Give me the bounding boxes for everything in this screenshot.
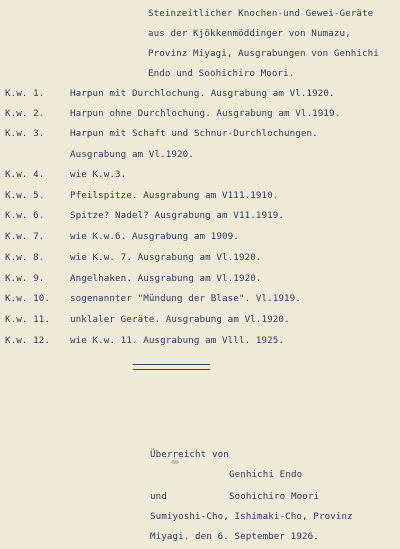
entry-text: Angelhaken. Ausgrabung am Vl.1920. [70,273,262,284]
entry-number: K.w. 8. [5,252,45,263]
und-conjunction: und [150,491,167,502]
entry-number: K.w. 12. [5,335,51,346]
entry-text: unklaler Geräte. Ausgrabung am Vl.1920. [70,314,290,325]
entry-number: K.w. 11. [5,314,51,325]
entry-text: wie K.w. 7. Ausgrabung am Vl.1920. [70,252,262,263]
entry-number: K.w. 3. [5,128,45,139]
entry-number: K.w. 1. [5,88,45,99]
entry-number: K.w. 6. [5,210,45,221]
author-name-2: Soohichiro Moori [229,491,320,502]
presented-by-line: Überreicht von [150,449,229,460]
entry-number: K.w. 9. [5,273,45,284]
entry-number: K.w. 2. [5,108,45,119]
separator-rule [133,364,210,365]
separator-rule [133,369,210,370]
header-line-4: Endo und Soohichiro Moori. [148,68,295,79]
entry-text: Harpun mit Durchlochung. Ausgrabung am Vl.1920. [70,88,335,99]
entry-number: K.w. 10. [5,293,51,304]
author-name-1: Genhichi Endo [229,469,303,480]
entry-text: wie K.w.6. Ausgrabung am 1909. [70,231,239,242]
header-line-2: aus der Kjökkenmöddinger von Numazu, [148,28,351,39]
entry-number: K.w. 7. [5,231,45,242]
header-line-3: Provinz Miyagi, Ausgrabungen von Genhichi [148,48,379,59]
entry-number: K.w. 4. [5,169,45,180]
entry-text: wie K.w. 11. Ausgrabung am Vlll. 1925. [70,335,284,346]
ink-smudge [171,460,179,464]
header-line-1: Steinzeitlicher Knochen-und Gewei-Geräte [148,8,374,19]
entry-number: K.w. 5. [5,190,45,201]
entry-text: Harpun ohne Durchlochung. Ausgrabung am Vl.1919. [70,108,341,119]
address-line: Sumiyoshi-Cho, Ishimaki-Cho, Provinz [150,511,353,522]
entry-text: wie K.w.3. [70,169,127,180]
entry-text: Spitze? Nadel? Ausgrabung am V11.1919. [70,210,284,221]
entry-continuation: Ausgrabung am Vl.1920. [70,149,194,160]
entry-text: Pfeilspitze. Ausgrabung am V111.1910. [70,190,279,201]
entry-text: sogenannter "Mündung der Blase". Vl.1919. [70,293,301,304]
date-line: Miyagi. den 6. September 1926. [150,531,319,542]
entry-text: Harpun mit Schaft und Schnur-Durchlochungen. [70,128,318,139]
